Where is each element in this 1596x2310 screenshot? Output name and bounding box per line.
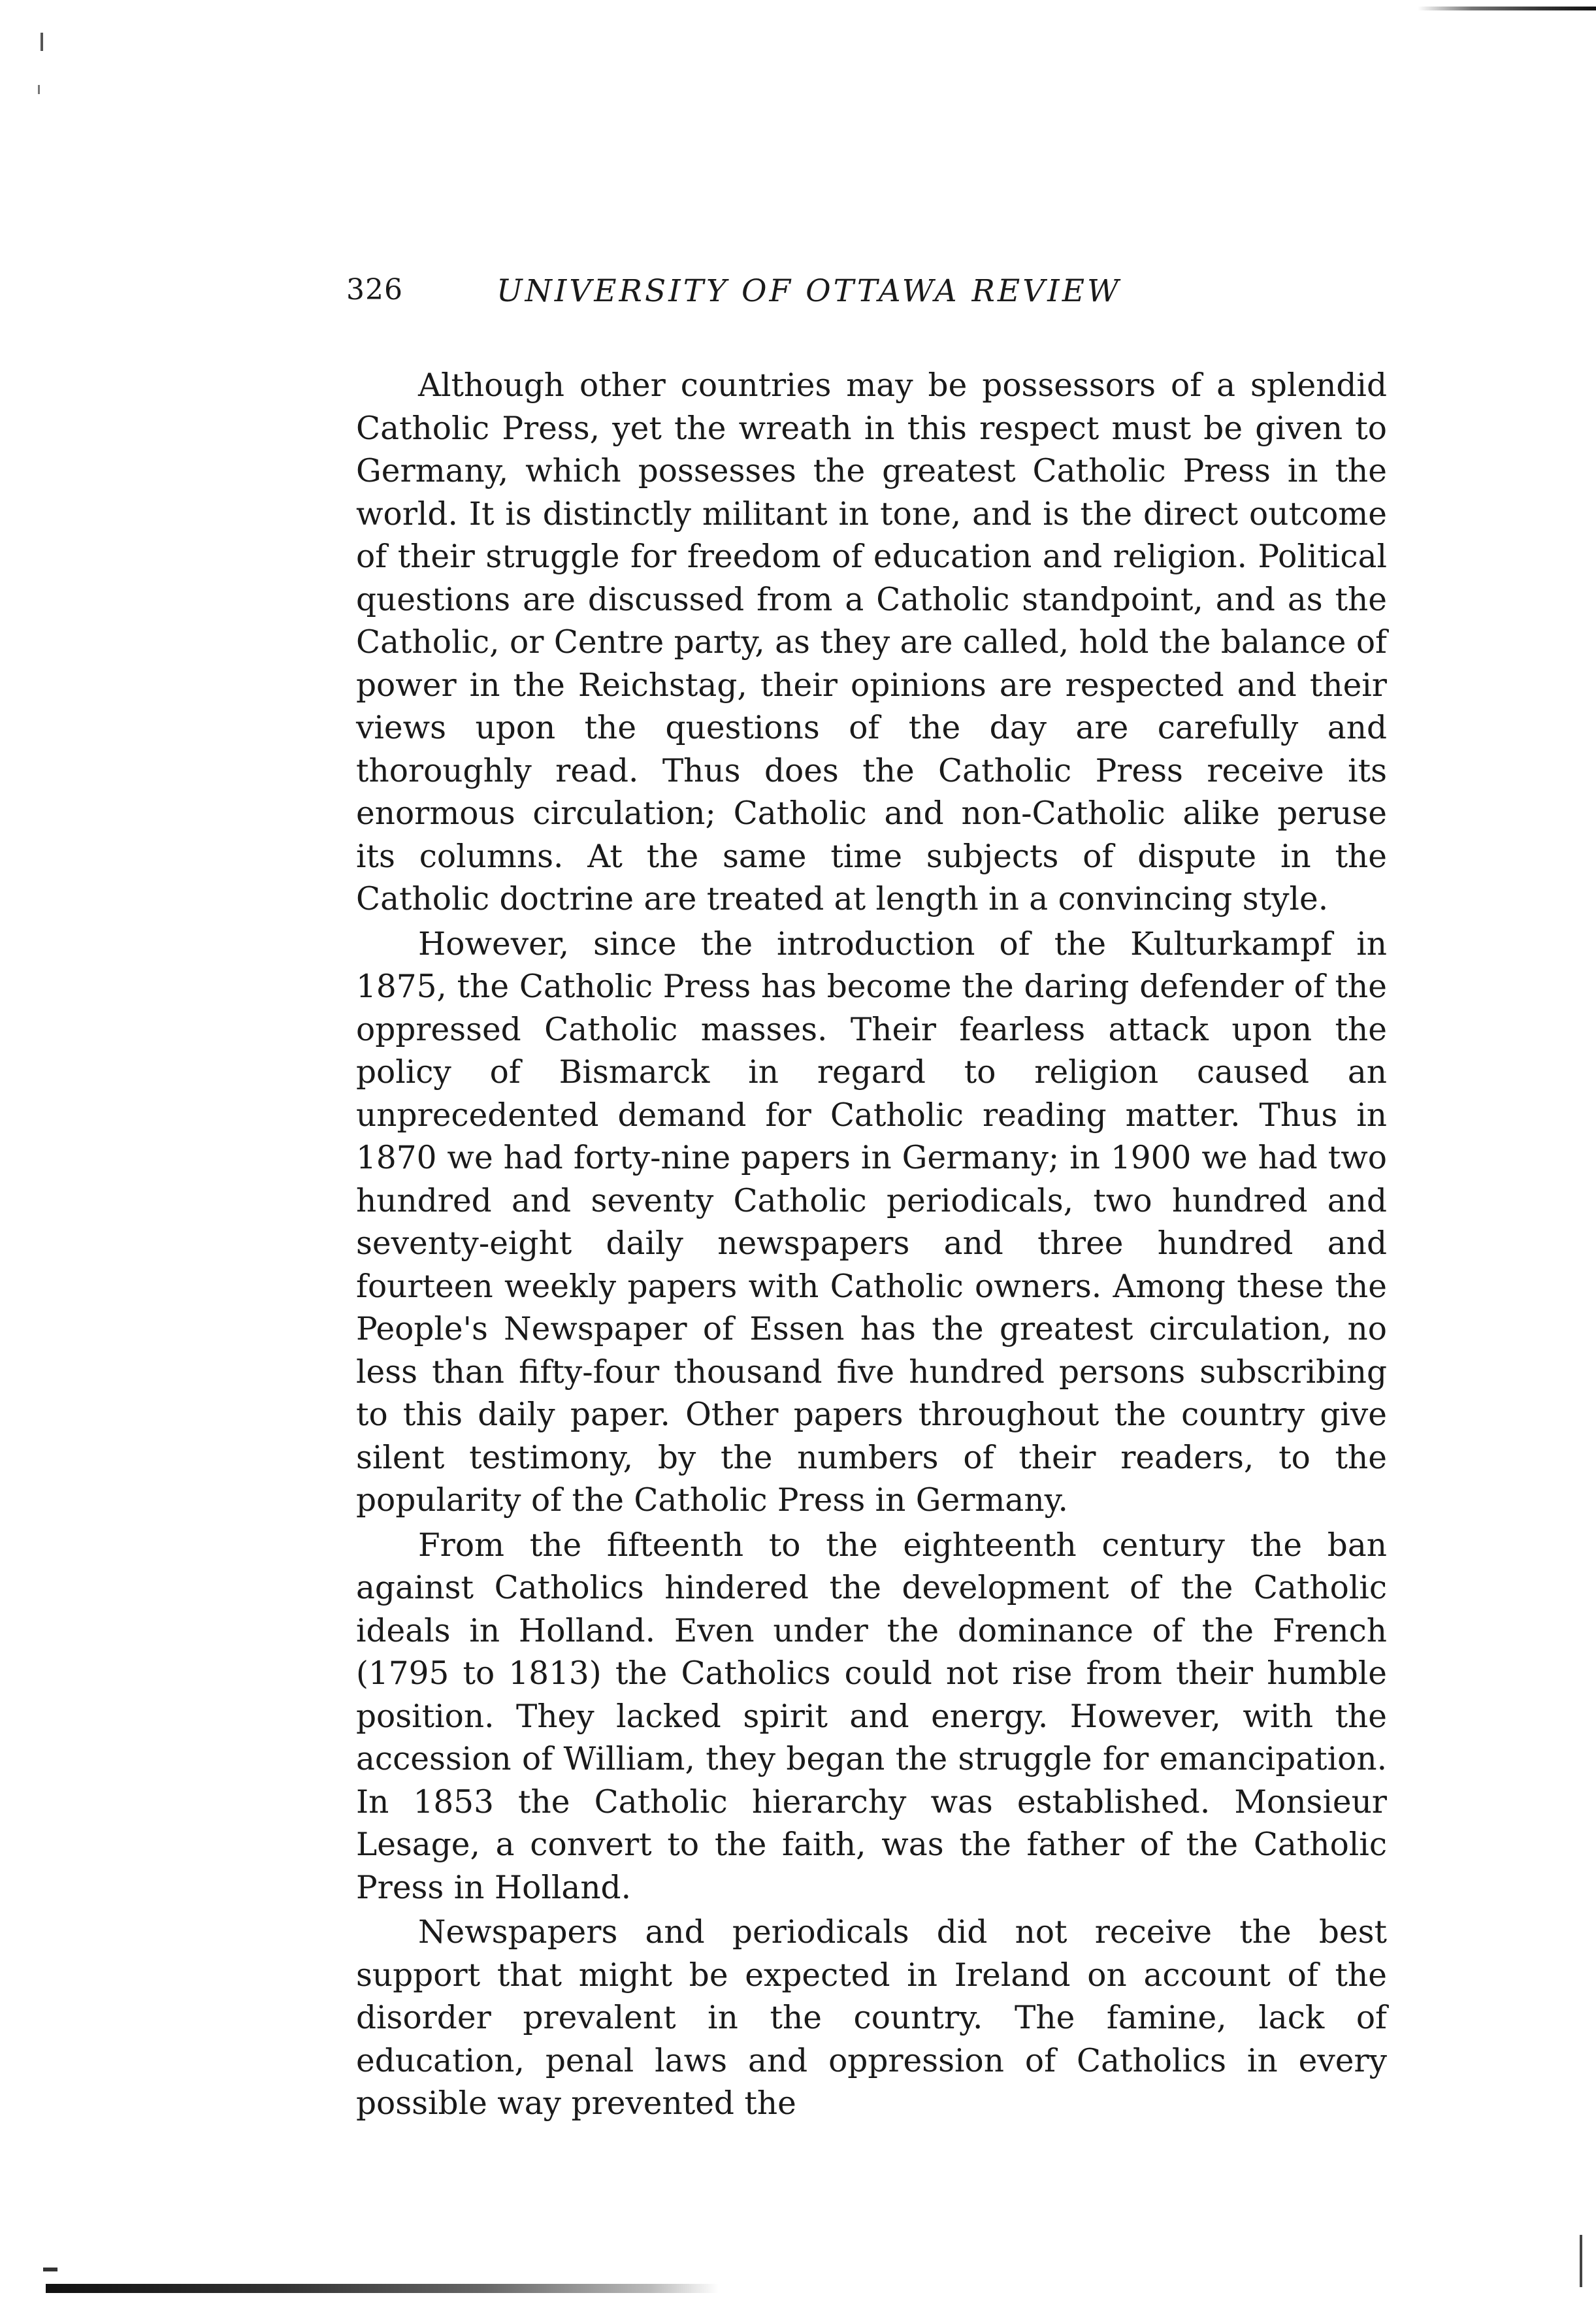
- paragraph-ireland: Newspapers and periodicals did not receive the best support that might be expected in Ireland on account of the disorder prevalent in the country. The famine, lack of education, penal laws and oppression of Catholics in every possible way prevented the: [356, 1914, 1387, 2122]
- scan-artifact-left-small: [38, 85, 40, 94]
- paragraph-germany: Although other countries may be possessors of a splendid Catholic Press, yet the wreath in this respect must be given to Germany, which possesses the greatest Catholic Press in the world. It is distinctly militant in tone, and is the direct outcome of their struggle for freedom of education and religion. Political questions are discussed from a Catholic standpoint, and as the Catholic, or Centre party, as they are called, hold the balance of power in the Reichstag, their opinions are respected and their views upon the questions of the day are carefully and thoroughly read. Thus does the Catholic Press receive its enormous circulation; Catholic and non-Catholic alike peruse its columns. At the same time subjects of dispute in the Catholic doctrine are treated at length in a convincing style.: [356, 367, 1387, 917]
- scan-artifact-top: [1418, 7, 1596, 10]
- scan-artifact-left: [41, 33, 43, 51]
- scan-artifact-bottom: [46, 2284, 719, 2293]
- page-header: [346, 273, 1274, 325]
- body-text: [356, 365, 1387, 2128]
- paragraph-holland: From the fifteenth to the eighteenth century the ban against Catholics hindered the development of the Catholic ideals in Holland. Even under the dominance of the French (1795 to 1813) the Catholics could not rise from their humble position. They lacked spirit and energy. However, with the accession of William, they began the struggle for emancipation. In 1853 the Catholic hierarchy was established. Monsieur Lesage, a convert to the faith, was the father of the Catholic Press in Holland.: [356, 1526, 1387, 1906]
- scan-artifact-right: [1580, 2235, 1582, 2287]
- paragraph-kulturkampf: However, since the introduction of the Kulturkampf in 1875, the Catholic Press has become the daring defender of the oppressed Catholic masses. Their fearless attack upon the policy of Bismarck in regard to religion caused an unprecedented demand for Catholic reading matter. Thus in 1870 we had forty-nine papers in Germany; in 1900 we had two hundred and seventy Catholic periodicals, two hundred and seventy-eight daily newspapers and three hundred and fourteen weekly papers with Catholic owners. Among these the People's Newspaper of Essen has the greatest circulation, no less than fifty-four thousand five hundred persons subscribing to this daily paper. Other papers throughout the country give silent testimony, by the numbers of their readers, to the popularity of the Catholic Press in Germany.: [356, 925, 1387, 1519]
- running-head: UNIVERSITY OF OTTAWA REVIEW: [497, 273, 1122, 309]
- scan-artifact-bottom-small: [43, 2268, 57, 2271]
- page-number: 326: [346, 273, 403, 306]
